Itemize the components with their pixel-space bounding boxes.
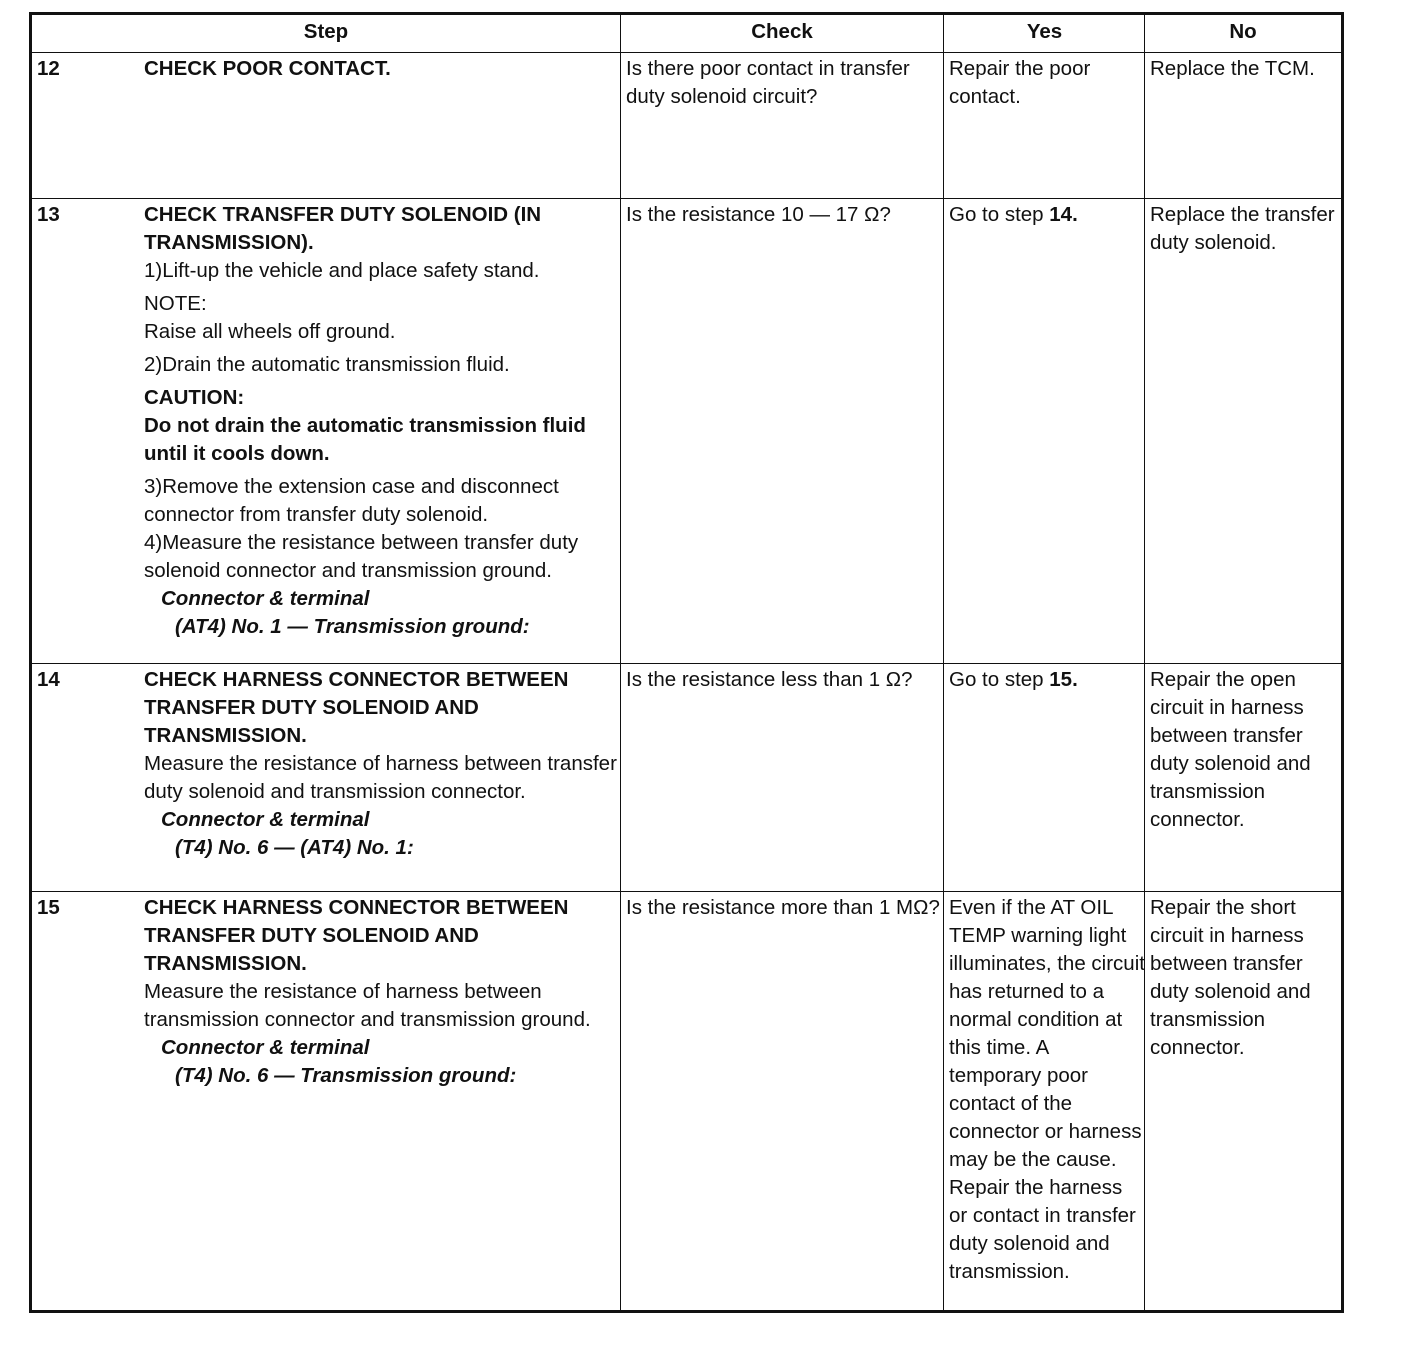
column-divider-no [1144, 15, 1145, 1310]
connector-label: Connector & terminal [161, 587, 370, 610]
column-divider-check [620, 15, 621, 1310]
step-number: 14 [37, 668, 60, 691]
caution-text: Do not drain the automatic transmission fluid until it cools down. [144, 414, 586, 465]
header-yes: Yes [1026, 20, 1063, 43]
connector-value: (T4) No. 6 — Transmission ground: [175, 1064, 517, 1087]
no-cell: Repair the open circuit in harness between transfer duty solenoid and transmission connector. [1150, 668, 1311, 831]
step-text: Measure the resistance of harness between transmission connector and transmission ground. [144, 980, 591, 1031]
header-step: Step [303, 20, 349, 43]
connector-label: Connector & terminal [161, 808, 370, 831]
substep-3: 3)Remove the extension case and disconnect connector from transfer duty solenoid. [144, 475, 559, 526]
step-description [144, 53, 622, 198]
check-cell: Is the resistance less than 1 Ω? [626, 668, 913, 691]
column-divider-yes [943, 15, 944, 1310]
check-cell: Is there poor contact in transfer duty solenoid circuit? [626, 57, 910, 108]
substep-4: 4)Measure the resistance between transfer duty solenoid connector and transmission ground. [144, 531, 579, 582]
step-title: CHECK POOR CONTACT. [144, 57, 391, 80]
step-description [144, 892, 622, 1310]
header-check: Check [751, 20, 813, 43]
connector-label: Connector & terminal [161, 1036, 370, 1059]
substep-1: 1)Lift-up the vehicle and place safety stand. [144, 259, 540, 282]
step-text: Measure the resistance of harness between transfer duty solenoid and transmission connector. [144, 752, 617, 803]
note-label: NOTE: [144, 292, 207, 315]
yes-cell: Even if the AT OIL TEMP warning light illuminates, the circuit has returned to a normal condition at this time. A temporary poor contact of the connector or harness may be the cause. Repair the harness or contact in transfer duty solenoid and transmission. [949, 896, 1145, 1283]
yes-step-link: 14. [1049, 203, 1078, 226]
no-cell: Replace the transfer duty solenoid. [1150, 203, 1335, 254]
yes-cell [949, 199, 1145, 663]
yes-step-link: 15. [1049, 668, 1078, 691]
no-cell: Repair the short circuit in harness between transfer duty solenoid and transmission connector. [1150, 896, 1311, 1059]
step-number: 15 [37, 896, 60, 919]
no-cell: Replace the TCM. [1150, 57, 1315, 80]
step-title: CHECK HARNESS CONNECTOR BETWEEN TRANSFER DUTY SOLENOID AND TRANSMISSION. [144, 896, 569, 975]
step-number: 13 [37, 203, 60, 226]
connector-value: (AT4) No. 1 — Transmission ground: [175, 615, 530, 638]
step-description [144, 199, 622, 663]
check-cell: Is the resistance 10 — 17 Ω? [626, 203, 891, 226]
substep-2: 2)Drain the automatic transmission fluid. [144, 353, 510, 376]
step-title: CHECK TRANSFER DUTY SOLENOID (IN TRANSMISSION). [144, 203, 542, 254]
yes-prefix: Go to step [949, 203, 1050, 226]
note-text: Raise all wheels off ground. [144, 320, 396, 343]
step-title: CHECK HARNESS CONNECTOR BETWEEN TRANSFER DUTY SOLENOID AND TRANSMISSION. [144, 668, 569, 747]
check-cell: Is the resistance more than 1 MΩ? [626, 896, 940, 919]
step-number: 12 [37, 57, 60, 80]
connector-value: (T4) No. 6 — (AT4) No. 1: [175, 836, 414, 859]
diagnostic-table [29, 12, 1344, 1313]
yes-cell [949, 664, 1145, 891]
yes-prefix: Go to step [949, 668, 1050, 691]
caution-label: CAUTION: [144, 386, 245, 409]
step-description [144, 664, 622, 891]
yes-cell: Repair the poor contact. [949, 57, 1091, 108]
header-no: No [1229, 20, 1257, 43]
